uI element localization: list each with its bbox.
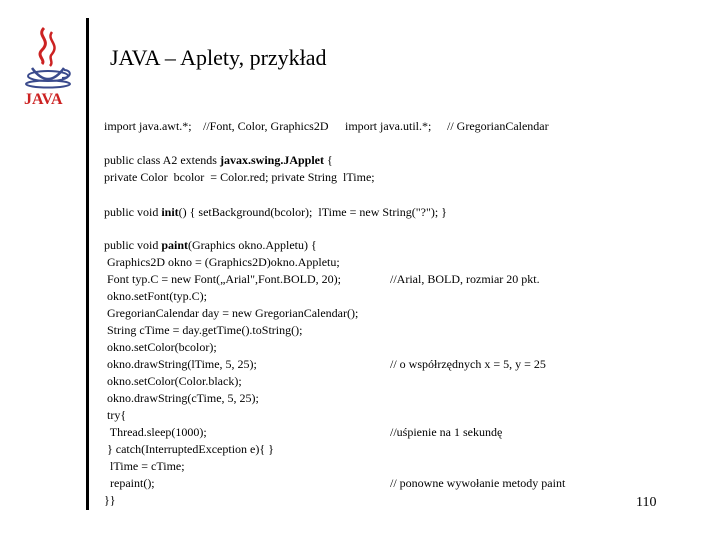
class-declaration [104,152,333,169]
import-awt-comment: //Font, Color, Graphics2D [203,119,329,133]
code-line: okno.drawString(lTime, 5, 25); [104,357,257,371]
code-line: Thread.sleep(1000); [104,425,207,439]
comment-coords: // o współrzędnych x = 5, y = 25 [390,357,546,371]
paint-text: public void [104,238,162,252]
class-decl-superclass: javax.swing.JApplet [219,153,324,167]
init-method [104,204,447,221]
logo-text: JAVA [24,91,63,106]
java-logo [22,24,74,106]
class-decl-text: public class A2 extends [104,153,220,167]
page-title: JAVA – Aplety, przykład [110,45,327,70]
code-line: okno.setColor(Color.black); [104,374,242,388]
code-line: Graphics2D okno = (Graphics2D)okno.Appletu; [104,255,340,269]
code-line: }} [104,493,116,507]
code-line: okno.setFont(typ.C); [104,289,208,303]
comment-sleep: //uśpienie na 1 sekundę [390,425,503,439]
import-util: import java.util.*; [345,119,432,133]
code-line: okno.setColor(bcolor); [104,340,217,354]
import-awt: import java.awt.*; [104,119,192,133]
page-number: 110 [636,495,657,510]
init-body: () { setBackground(bcolor); lTime = new String("?"); } [178,205,447,219]
code-line: okno.drawString(cTime, 5, 25); [104,391,259,405]
code-line: Font typ.C = new Font(„Arial",Font.BOLD, 20); [104,272,341,286]
paint-method [104,237,317,254]
code-line: try{ [104,408,127,422]
fields-line: private Color bcolor = Color.red; private String lTime; [104,170,375,184]
vertical-divider [86,18,89,510]
code-line: String cTime = day.getTime().toString(); [104,323,303,337]
code-line: } catch(InterruptedException e){ } [104,442,274,456]
init-text: public void [104,205,162,219]
comment-font: //Arial, BOLD, rozmiar 20 pkt. [390,272,540,286]
import-util-comment: // GregorianCalendar [447,119,549,133]
paint-name: paint [161,238,189,252]
comment-repaint: // ponowne wywołanie metody paint [390,476,566,490]
paint-signature: (Graphics okno.Appletu) { [188,238,317,252]
init-name: init [161,205,179,219]
code-line: GregorianCalendar day = new GregorianCalendar(); [104,306,359,320]
java-cup-icon [22,24,74,106]
class-decl-brace: { [324,153,333,167]
code-line: repaint(); [104,476,155,490]
code-line: lTime = cTime; [104,459,185,473]
